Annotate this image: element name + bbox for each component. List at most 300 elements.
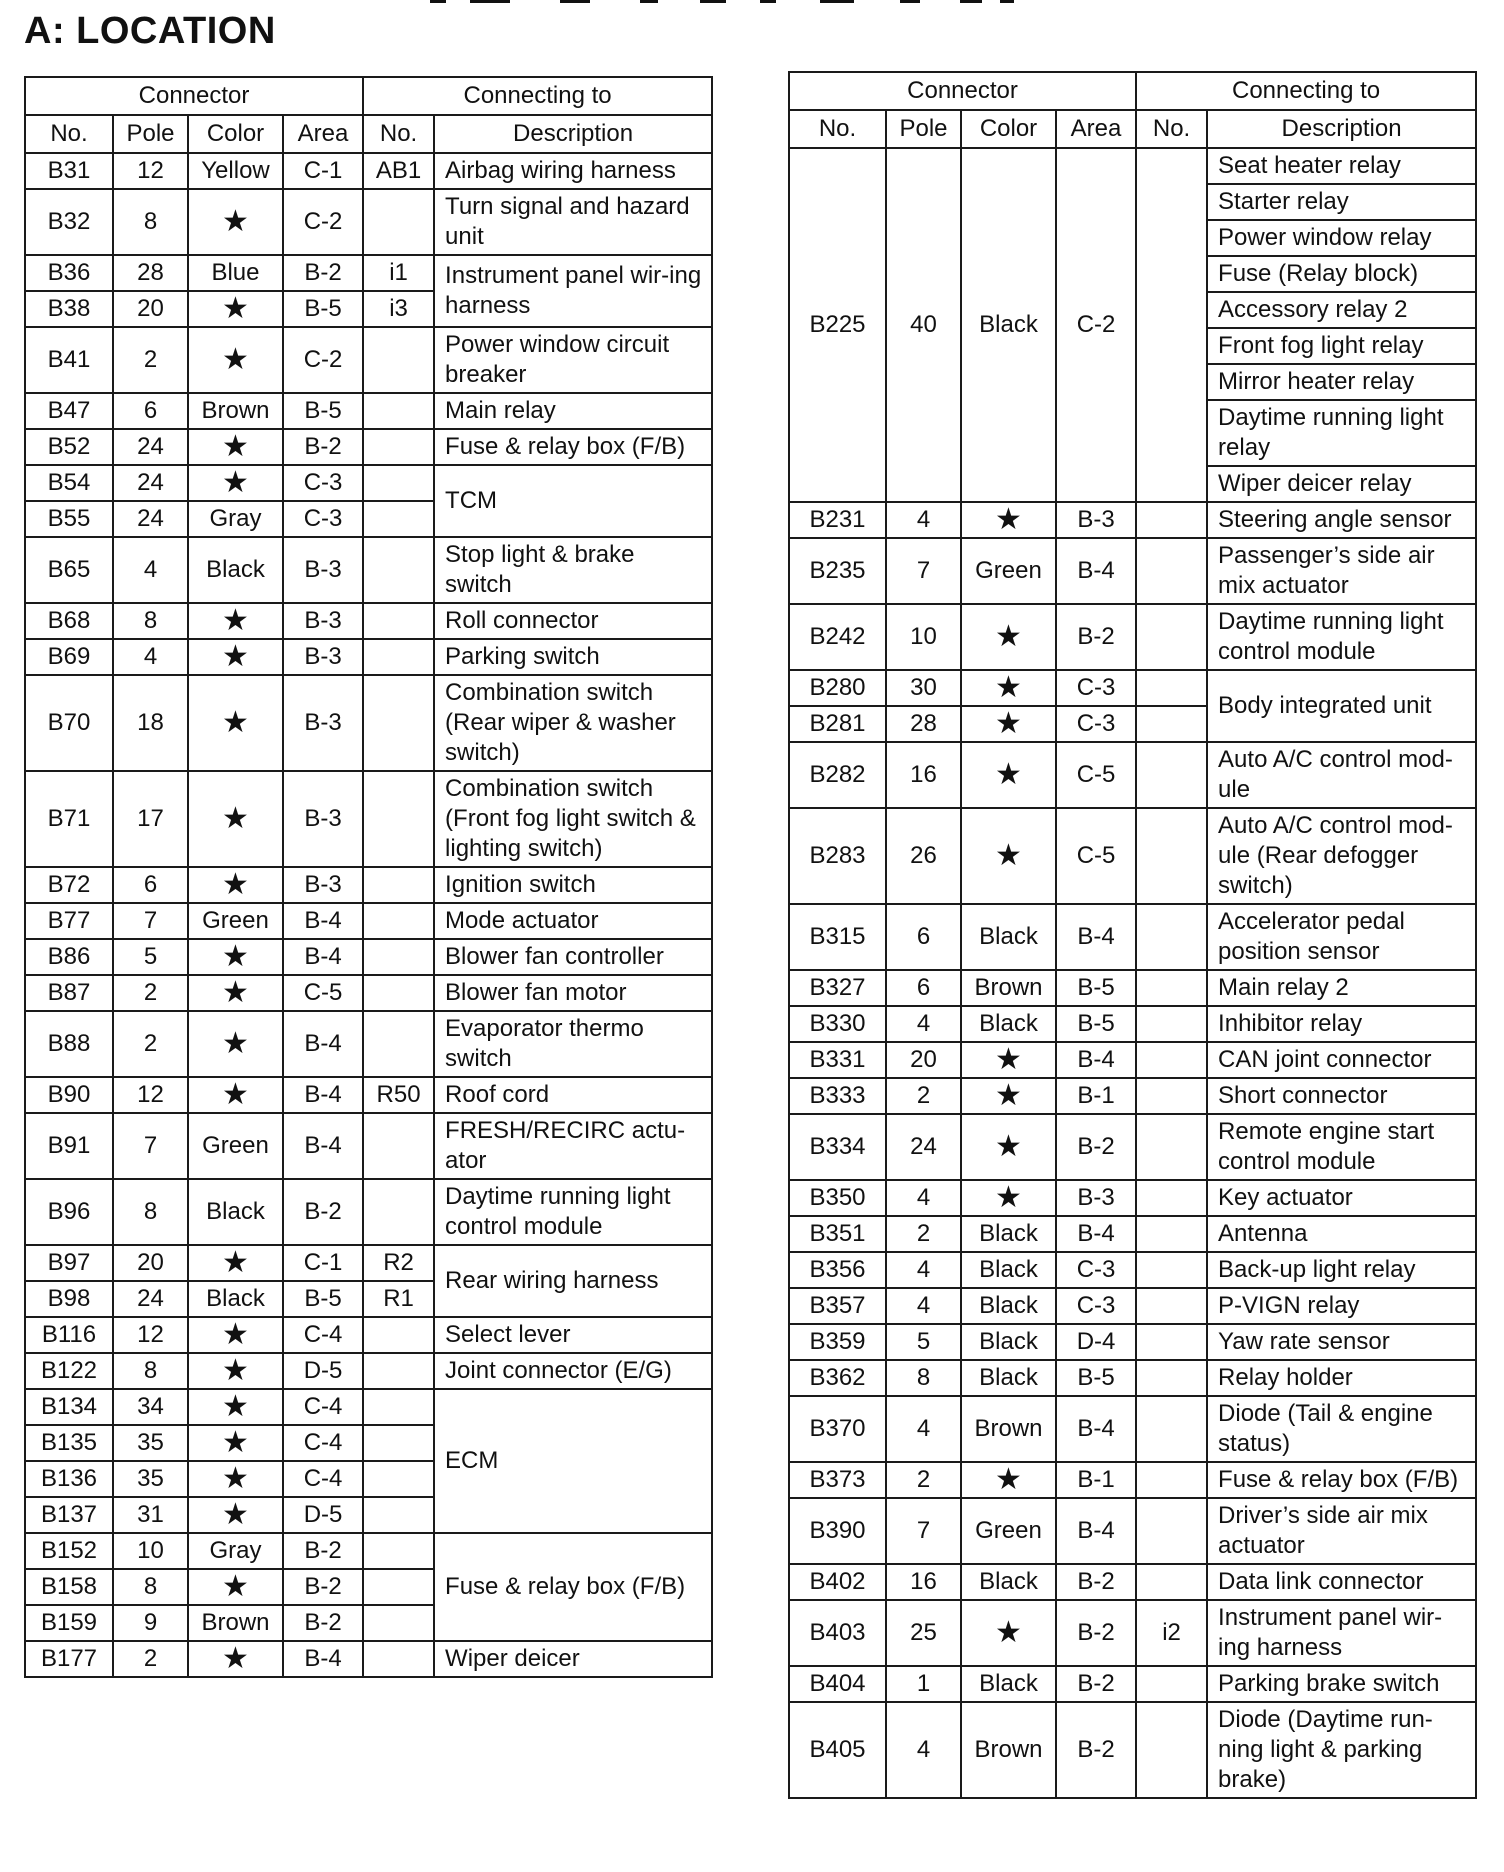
description: Fuse & relay box (F/B): [434, 429, 712, 465]
description: Select lever: [434, 1317, 712, 1353]
black-star-icon: [188, 1569, 283, 1605]
connector-no: B91: [25, 1113, 113, 1179]
description: CAN joint connector: [1207, 1042, 1476, 1078]
color-cell: Black: [961, 1288, 1056, 1324]
black-star-icon: [961, 1078, 1056, 1114]
color-cell: Black: [961, 1564, 1056, 1600]
black-star-icon: [961, 1600, 1056, 1666]
color-cell: Black: [961, 1252, 1056, 1288]
connector-no: B47: [25, 393, 113, 429]
pole-count: 31: [113, 1497, 188, 1533]
table-row: [25, 675, 712, 771]
table-row: [25, 975, 712, 1011]
pole-count: 4: [886, 1180, 961, 1216]
table-row: [789, 670, 1476, 706]
pole-count: 7: [886, 538, 961, 604]
pole-count: 4: [113, 639, 188, 675]
connector-no: B116: [25, 1317, 113, 1353]
black-star-icon: [188, 1497, 283, 1533]
black-star-icon: [188, 1077, 283, 1113]
black-star-icon: [961, 706, 1056, 742]
area-code: C-3: [1056, 1288, 1136, 1324]
pole-count: 25: [886, 1600, 961, 1666]
description: Evaporator thermo switch: [434, 1011, 712, 1077]
area-code: B-4: [1056, 1042, 1136, 1078]
pole-count: 20: [886, 1042, 961, 1078]
connecting-no: [363, 1353, 434, 1389]
no-header: No.: [789, 110, 886, 148]
area-code: C-1: [283, 1245, 363, 1281]
pole-count: 24: [113, 1281, 188, 1317]
black-star-icon: [188, 189, 283, 255]
area-code: C-5: [283, 975, 363, 1011]
connecting-no: [363, 867, 434, 903]
black-star-icon: [188, 291, 283, 327]
connecting-no-header: No.: [363, 115, 434, 153]
connecting-no: R1: [363, 1281, 434, 1317]
description: Airbag wiring harness: [434, 153, 712, 189]
pole-count: 2: [113, 327, 188, 393]
description: Roll connector: [434, 603, 712, 639]
connector-no: B350: [789, 1180, 886, 1216]
area-code: B-3: [283, 639, 363, 675]
connecting-no: [363, 1011, 434, 1077]
color-cell: Brown: [961, 1396, 1056, 1462]
black-star-icon: [188, 327, 283, 393]
connecting-no: [363, 675, 434, 771]
connector-no: B357: [789, 1288, 886, 1324]
area-code: B-2: [283, 255, 363, 291]
pole-count: 7: [113, 903, 188, 939]
pole-count: 4: [886, 1006, 961, 1042]
description: Seat heater relay: [1207, 148, 1476, 184]
description: Combination switch (Rear wiper & washer switch): [434, 675, 712, 771]
table-row: [789, 1498, 1476, 1564]
table-row: [789, 970, 1476, 1006]
connecting-no: [1136, 1498, 1207, 1564]
pole-count: 8: [113, 603, 188, 639]
connecting-no: [363, 939, 434, 975]
connecting-no: [363, 1425, 434, 1461]
connector-no: B135: [25, 1425, 113, 1461]
table-row: [25, 1317, 712, 1353]
description-header: Description: [434, 115, 712, 153]
color-cell: Black: [961, 1216, 1056, 1252]
connecting-no: [1136, 970, 1207, 1006]
area-code: B-5: [1056, 1006, 1136, 1042]
table-row: [25, 1011, 712, 1077]
pole-count: 12: [113, 1317, 188, 1353]
connecting-no: [1136, 904, 1207, 970]
area-code: D-5: [283, 1353, 363, 1389]
area-code: C-5: [1056, 742, 1136, 808]
black-star-icon: [961, 670, 1056, 706]
connector-no: B90: [25, 1077, 113, 1113]
color-cell: Brown: [188, 1605, 283, 1641]
pole-count: 17: [113, 771, 188, 867]
description: Back-up light relay: [1207, 1252, 1476, 1288]
table-row: [789, 1288, 1476, 1324]
connecting-no: [1136, 670, 1207, 706]
connector-no: B370: [789, 1396, 886, 1462]
connecting-no: AB1: [363, 153, 434, 189]
area-code: B-3: [283, 537, 363, 603]
black-star-icon: [188, 939, 283, 975]
connector-no: B69: [25, 639, 113, 675]
connecting-no: [1136, 1666, 1207, 1702]
connector-header: Connector: [789, 72, 1136, 110]
area-code: B-4: [283, 1113, 363, 1179]
connecting-no: [1136, 1324, 1207, 1360]
area-code: B-3: [1056, 1180, 1136, 1216]
black-star-icon: [961, 808, 1056, 904]
table-row: [789, 1396, 1476, 1462]
area-code: B-3: [283, 771, 363, 867]
color-cell: Black: [961, 1006, 1056, 1042]
description: Parking brake switch: [1207, 1666, 1476, 1702]
table-row: [25, 465, 712, 501]
description: P-VIGN relay: [1207, 1288, 1476, 1324]
table-row: [25, 153, 712, 189]
pole-count: 28: [886, 706, 961, 742]
connecting-no: [1136, 808, 1207, 904]
connecting-no: [363, 1389, 434, 1425]
area-code: B-3: [1056, 502, 1136, 538]
description: Joint connector (E/G): [434, 1353, 712, 1389]
area-code: C-3: [283, 501, 363, 537]
connector-no: B356: [789, 1252, 886, 1288]
connector-no: B281: [789, 706, 886, 742]
connecting-no: [1136, 1702, 1207, 1798]
connector-no: B134: [25, 1389, 113, 1425]
table-row: [25, 939, 712, 975]
pole-count: 24: [113, 501, 188, 537]
pole-count: 1: [886, 1666, 961, 1702]
color-cell: Black: [188, 537, 283, 603]
connecting-no: [363, 1569, 434, 1605]
table-row: [25, 327, 712, 393]
connector-no: B231: [789, 502, 886, 538]
table-row: [25, 603, 712, 639]
table-row: [25, 255, 712, 291]
connecting-no: [363, 189, 434, 255]
description: Driver’s side air mix actuator: [1207, 1498, 1476, 1564]
pole-count: 8: [113, 1179, 188, 1245]
connecting-no: [363, 1533, 434, 1569]
black-star-icon: [961, 1462, 1056, 1498]
color-cell: Gray: [188, 501, 283, 537]
area-code: B-4: [283, 939, 363, 975]
black-star-icon: [188, 1353, 283, 1389]
pole-count: 24: [886, 1114, 961, 1180]
pole-count: 2: [886, 1216, 961, 1252]
description: Auto A/C control mod-ule (Rear defogger switch): [1207, 808, 1476, 904]
connector-no: B98: [25, 1281, 113, 1317]
color-cell: Brown: [961, 970, 1056, 1006]
area-code: B-5: [283, 1281, 363, 1317]
table-row: [789, 1252, 1476, 1288]
connecting-no: i3: [363, 291, 434, 327]
connector-no: B315: [789, 904, 886, 970]
color-cell: Yellow: [188, 153, 283, 189]
table-row: [789, 502, 1476, 538]
area-code: C-4: [283, 1389, 363, 1425]
description: ECM: [434, 1389, 712, 1533]
color-cell: Green: [961, 538, 1056, 604]
connecting-no: [363, 1317, 434, 1353]
description: Power window circuit breaker: [434, 327, 712, 393]
pole-count: 2: [113, 1641, 188, 1677]
black-star-icon: [961, 1180, 1056, 1216]
connector-no: B87: [25, 975, 113, 1011]
connecting-no: [1136, 1288, 1207, 1324]
connecting-no: [363, 1497, 434, 1533]
color-cell: Brown: [961, 1702, 1056, 1798]
table-row: [25, 771, 712, 867]
table-row: [25, 537, 712, 603]
description: Main relay 2: [1207, 970, 1476, 1006]
area-code: C-3: [1056, 670, 1136, 706]
black-star-icon: [188, 1245, 283, 1281]
pole-count: 8: [113, 189, 188, 255]
connector-no: B362: [789, 1360, 886, 1396]
connector-no: B405: [789, 1702, 886, 1798]
description: Daytime running light control module: [434, 1179, 712, 1245]
black-star-icon: [188, 639, 283, 675]
pole-count: 7: [113, 1113, 188, 1179]
description: Blower fan motor: [434, 975, 712, 1011]
table-row: [789, 1114, 1476, 1180]
pole-count: 20: [113, 291, 188, 327]
table-row: [25, 393, 712, 429]
table-row: [789, 808, 1476, 904]
area-code: B-2: [1056, 604, 1136, 670]
connecting-no: [363, 465, 434, 501]
connector-no: B403: [789, 1600, 886, 1666]
connecting-no: [1136, 1252, 1207, 1288]
connecting-no: [363, 429, 434, 465]
connector-no: B65: [25, 537, 113, 603]
area-code: C-3: [283, 465, 363, 501]
connector-no: B242: [789, 604, 886, 670]
area-code: C-3: [1056, 706, 1136, 742]
table-row: [789, 148, 1476, 184]
description: Fuse (Relay block): [1207, 256, 1476, 292]
pole-count: 16: [886, 1564, 961, 1600]
connector-no: B359: [789, 1324, 886, 1360]
connector-no: B283: [789, 808, 886, 904]
description: Instrument panel wir-ing harness: [1207, 1600, 1476, 1666]
pole-count: 4: [113, 537, 188, 603]
area-code: B-4: [283, 1011, 363, 1077]
table-row: [25, 429, 712, 465]
area-code: B-2: [1056, 1600, 1136, 1666]
description: Body integrated unit: [1207, 670, 1476, 742]
table-row: [789, 604, 1476, 670]
color-cell: Brown: [188, 393, 283, 429]
table-row: [25, 639, 712, 675]
area-code: B-4: [1056, 1396, 1136, 1462]
description: Mirror heater relay: [1207, 364, 1476, 400]
connector-no: B137: [25, 1497, 113, 1533]
area-code: B-3: [283, 603, 363, 639]
connecting-no: [363, 771, 434, 867]
connector-no: B72: [25, 867, 113, 903]
description: Daytime running light relay: [1207, 400, 1476, 466]
area-header: Area: [1056, 110, 1136, 148]
description: Accelerator pedal position sensor: [1207, 904, 1476, 970]
black-star-icon: [961, 1114, 1056, 1180]
description: Daytime running light control module: [1207, 604, 1476, 670]
area-code: C-5: [1056, 808, 1136, 904]
description: Auto A/C control mod-ule: [1207, 742, 1476, 808]
connector-no: B331: [789, 1042, 886, 1078]
description: Mode actuator: [434, 903, 712, 939]
connecting-no: [363, 1179, 434, 1245]
description: Front fog light relay: [1207, 328, 1476, 364]
description: Ignition switch: [434, 867, 712, 903]
description: Short connector: [1207, 1078, 1476, 1114]
color-cell: Gray: [188, 1533, 283, 1569]
color-cell: Black: [961, 1666, 1056, 1702]
description: Instrument panel wir-ing harness: [434, 255, 712, 327]
connector-no: B88: [25, 1011, 113, 1077]
connecting-no: [1136, 1462, 1207, 1498]
black-star-icon: [961, 742, 1056, 808]
pole-count: 24: [113, 429, 188, 465]
black-star-icon: [961, 1042, 1056, 1078]
table-row: [789, 1078, 1476, 1114]
connecting-no: [1136, 1114, 1207, 1180]
pole-count: 16: [886, 742, 961, 808]
area-code: B-4: [1056, 1498, 1136, 1564]
black-star-icon: [188, 603, 283, 639]
section-title: A: LOCATION: [24, 10, 276, 52]
black-star-icon: [188, 1641, 283, 1677]
black-star-icon: [188, 867, 283, 903]
table-row: [789, 1324, 1476, 1360]
area-code: B-4: [283, 1641, 363, 1677]
pole-count: 5: [886, 1324, 961, 1360]
connecting-no: [1136, 604, 1207, 670]
area-code: B-2: [1056, 1564, 1136, 1600]
area-code: B-3: [283, 675, 363, 771]
connecting-no: [363, 603, 434, 639]
area-header: Area: [283, 115, 363, 153]
description: Key actuator: [1207, 1180, 1476, 1216]
description: Accessory relay 2: [1207, 292, 1476, 328]
pole-count: 7: [886, 1498, 961, 1564]
connector-no: B86: [25, 939, 113, 975]
table-row: [789, 1462, 1476, 1498]
connecting-no: i1: [363, 255, 434, 291]
table-row: [789, 742, 1476, 808]
connecting-no-header: No.: [1136, 110, 1207, 148]
connector-header: Connector: [25, 77, 363, 115]
color-cell: Black: [188, 1179, 283, 1245]
connecting-no: [1136, 1360, 1207, 1396]
connector-table-right: [788, 71, 1477, 1799]
area-code: C-3: [1056, 1252, 1136, 1288]
pole-count: 6: [886, 970, 961, 1006]
connecting-no: [1136, 1396, 1207, 1462]
color-cell: Green: [961, 1498, 1056, 1564]
description: Fuse & relay box (F/B): [1207, 1462, 1476, 1498]
description: Yaw rate sensor: [1207, 1324, 1476, 1360]
connecting-no: [363, 327, 434, 393]
black-star-icon: [188, 975, 283, 1011]
connecting-no: [1136, 1564, 1207, 1600]
pole-header: Pole: [113, 115, 188, 153]
connector-no: B351: [789, 1216, 886, 1252]
connector-no: B32: [25, 189, 113, 255]
connector-no: B36: [25, 255, 113, 291]
connecting-no: [363, 903, 434, 939]
connector-no: B41: [25, 327, 113, 393]
description: Wiper deicer relay: [1207, 466, 1476, 502]
area-code: B-5: [283, 291, 363, 327]
description: Passenger’s side air mix actuator: [1207, 538, 1476, 604]
black-star-icon: [961, 502, 1056, 538]
table-row: [25, 867, 712, 903]
connector-no: B330: [789, 1006, 886, 1042]
connector-no: B327: [789, 970, 886, 1006]
area-code: B-4: [1056, 1216, 1136, 1252]
pole-count: 4: [886, 1702, 961, 1798]
connecting-no: [1136, 706, 1207, 742]
table-row: [25, 1389, 712, 1425]
pole-count: 20: [113, 1245, 188, 1281]
description: Parking switch: [434, 639, 712, 675]
area-code: B-4: [1056, 538, 1136, 604]
table-row: [789, 1564, 1476, 1600]
table-row: [789, 1180, 1476, 1216]
pole-count: 4: [886, 502, 961, 538]
pole-count: 8: [886, 1360, 961, 1396]
area-code: B-2: [283, 1533, 363, 1569]
pole-count: 12: [113, 1077, 188, 1113]
table-row: [789, 1702, 1476, 1798]
pole-header: Pole: [886, 110, 961, 148]
connecting-no: [1136, 538, 1207, 604]
table-row: [789, 538, 1476, 604]
area-code: B-3: [283, 867, 363, 903]
connector-no: B96: [25, 1179, 113, 1245]
area-code: B-2: [283, 1569, 363, 1605]
description: Relay holder: [1207, 1360, 1476, 1396]
table-row: [789, 1006, 1476, 1042]
black-star-icon: [188, 429, 283, 465]
black-star-icon: [188, 1317, 283, 1353]
area-code: B-4: [283, 903, 363, 939]
connector-no: B402: [789, 1564, 886, 1600]
connector-no: B333: [789, 1078, 886, 1114]
black-star-icon: [188, 675, 283, 771]
description: Combination switch (Front fog light switch & lighting switch): [434, 771, 712, 867]
pole-count: 9: [113, 1605, 188, 1641]
area-code: C-4: [283, 1425, 363, 1461]
connector-no: B282: [789, 742, 886, 808]
area-code: B-2: [1056, 1702, 1136, 1798]
color-cell: Black: [961, 1360, 1056, 1396]
description: Antenna: [1207, 1216, 1476, 1252]
pole-count: 2: [113, 1011, 188, 1077]
connecting-no: [363, 1461, 434, 1497]
connecting-no: [1136, 1042, 1207, 1078]
black-star-icon: [188, 1011, 283, 1077]
color-header: Color: [961, 110, 1056, 148]
black-star-icon: [188, 1389, 283, 1425]
